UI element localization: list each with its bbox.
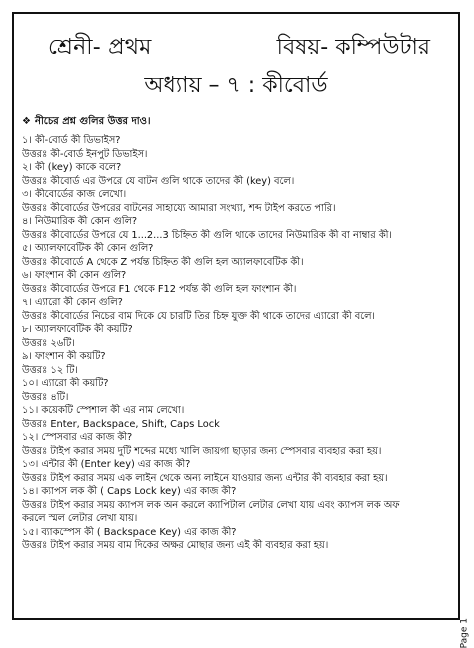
instruction-line — [22, 114, 440, 131]
question-answer-content — [22, 114, 440, 608]
qa-line: উত্তরঃ টাইপ করার সময় বাম দিকের অক্ষর মোছার জন্য এই কী ব্যবহার করা হয়। — [22, 540, 329, 551]
subject-label: বিষয়- কম্পিউটার — [276, 35, 430, 60]
qa-line: ৩। কীবোর্ডের কাজ লেখো। — [22, 189, 127, 200]
qa-line: ১০। এ্যারো কী কয়টি? — [22, 378, 109, 389]
page-number: Page 1 — [459, 618, 469, 648]
qa-line: উত্তরঃ কীবোর্ডে A থেকে Z পর্যন্ত চিহ্নিত কী গুলি হল অ্যালফাবেটিক কী। — [22, 256, 304, 268]
qa-line: উত্তরঃ ২৬টি। — [22, 337, 75, 349]
qa-line: ১৩। এন্টার কী (Enter key) এর কাজ কী? — [22, 459, 191, 470]
qa-line: উত্তরঃ ১২ টি। — [22, 364, 78, 376]
qa-line: ১। কী-বোর্ড কী ডিভাইস? — [22, 135, 121, 146]
qa-line: উত্তরঃ কীবোর্ডের উপরে যে 1...2...3 চিহ্নিত কী গুলি থাকে তাদের নিউমারিক কী বা নাম্বার কী। — [22, 229, 392, 241]
qa-line: ১৪। ক্যাপস লক কী ( Caps Lock key) এর কাজ কী? — [22, 486, 237, 497]
qa-line: উত্তরঃ কীবোর্ডের নিচের বাম দিকে যে চারটি তির চিহ্ন যুক্ত কী থাকে তাদের এ্যারো কী বলে। — [22, 310, 375, 322]
qa-line: উত্তরঃ টাইপ করার সময় ক্যাপস লক অন করলে ক্যাপিটাল লেটার লেখা যায় এবং ক্যাপস লক অফ — [22, 499, 400, 511]
qa-list — [22, 134, 440, 553]
qa-line: করলে স্মল লেটার লেখা যায়। — [22, 513, 138, 524]
qa-line: উত্তরঃ ৪টি। — [22, 391, 69, 403]
diamond-bullet-icon: ❖ — [22, 116, 31, 127]
qa-line: ১১। কয়েকটি স্পেশাল কী এর নাম লেখো। — [22, 405, 185, 416]
qa-line: উত্তরঃ কীবোর্ড এর উপরে যে বাটন গুলি থাকে তাদের কী (key) বলে। — [22, 175, 295, 187]
qa-line: ৯। ফাংশান কী কয়টি? — [22, 351, 106, 362]
qa-line: ৮। অ্যালফাবেটিক কী কয়টি? — [22, 324, 133, 335]
worksheet-header — [12, 12, 460, 104]
qa-line: ৫। অ্যালফাবেটিক কী কোন গুলি? — [22, 243, 154, 254]
qa-line: ৪। নিউমারিক কী কোন গুলি? — [22, 216, 138, 227]
qa-line: উত্তরঃ কীবোর্ডের উপরের বাটনের সাহায্যে আমারা সংখ্যা, শব্দ টাইপ করতে পারি। — [22, 202, 336, 214]
qa-line: ৭। এ্যারো কী কোন গুলি? — [22, 297, 123, 308]
instruction-text: নীচের প্রশ্ন গুলির উত্তর দাও। — [34, 116, 151, 127]
qa-line: উত্তরঃ টাইপ করার সময় এক লাইন থেকে অন্য লাইনে যাওয়ার জন্য এন্টার কী ব্যবহার করা হয়। — [22, 472, 388, 484]
qa-line: উত্তরঃ কীবোর্ডের উপরে F1 থেকে F12 পর্যন্ত কী গুলি হল ফাংশান কী। — [22, 283, 297, 295]
class-label: শ্রেনী- প্রথম — [48, 35, 152, 60]
qa-line: উত্তরঃ Enter, Backspace, Shift, Caps Lock — [22, 418, 220, 430]
qa-line: ২। কী (key) কাকে বলে? — [22, 162, 122, 173]
qa-line: উত্তরঃ কী-বোর্ড ইনপুট ডিভাইস। — [22, 148, 148, 160]
chapter-title: অধ্যায় – ৭ : কীবোর্ড — [144, 73, 328, 98]
qa-line: ১২। স্পেসবার এর কাজ কী? — [22, 432, 133, 443]
qa-line: ৬। ফাংশান কী কোন গুলি? — [22, 270, 127, 281]
qa-line: ১৫। ব্যাকস্পেস কী ( Backspace Key) এর কাজ কী? — [22, 526, 237, 538]
qa-line: উত্তরঃ টাইপ করার সময় দুটি শব্দের মধ্যে খালি জায়গা ছাড়ার জন্য স্পেসবার ব্যবহার করা হয়। — [22, 445, 382, 457]
